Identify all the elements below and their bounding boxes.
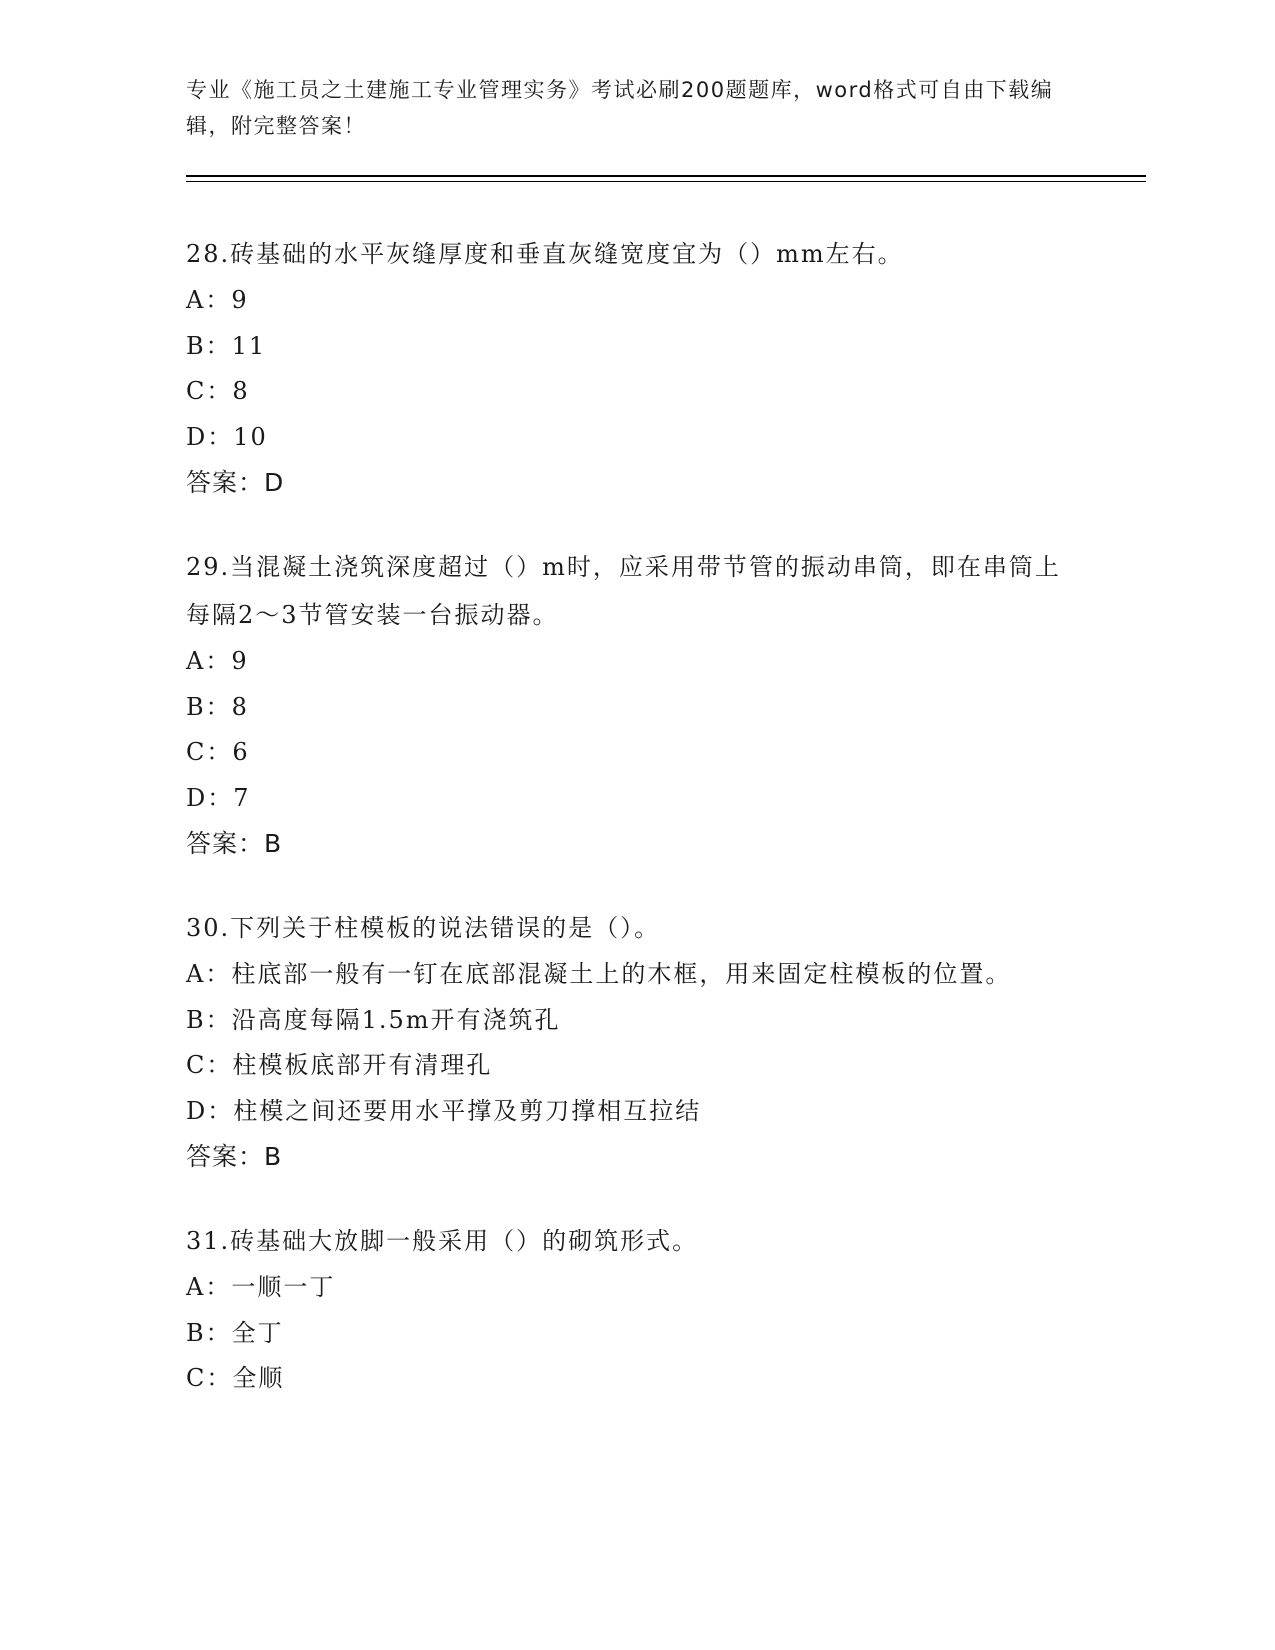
question-29 xyxy=(186,543,1086,866)
option-a: A：9 xyxy=(186,647,249,675)
question-28 xyxy=(186,230,1086,505)
answer-line: 答案：B xyxy=(186,829,283,858)
question-stem: 28.砖基础的水平灰缝厚度和垂直灰缝宽度宜为（）mm左右。 xyxy=(186,240,904,268)
option-b: B：8 xyxy=(186,692,249,721)
option-d: D：柱模之间还要用水平撑及剪刀撑相互拉结 xyxy=(186,1096,702,1125)
answer-line: 答案：D xyxy=(186,468,285,497)
option-c: C：6 xyxy=(186,738,250,766)
option-d: D：7 xyxy=(186,783,251,812)
option-b: B：11 xyxy=(186,331,267,360)
document-title: 专业《施工员之土建施工专业管理实务》考试必刷200题题库，word格式可自由下载编辑，附完整答案！ xyxy=(186,78,1054,138)
option-c: C：全顺 xyxy=(186,1364,285,1392)
question-stem: 29.当混凝土浇筑深度超过（）m时，应采用带节管的振动串筒，即在串筒上每隔2～3节管安装一台振动器。 xyxy=(186,553,1061,629)
header-divider-thin xyxy=(186,181,1146,182)
option-a: A：一顺一丁 xyxy=(186,1273,336,1301)
question-list xyxy=(186,230,1086,1440)
question-30 xyxy=(186,904,1086,1179)
option-b: B：全丁 xyxy=(186,1318,284,1347)
option-d: D：10 xyxy=(186,422,268,451)
option-b: B：沿高度每隔1.5m开有浇筑孔 xyxy=(186,1005,561,1034)
question-stem: 31.砖基础大放脚一般采用（）的砌筑形式。 xyxy=(186,1227,699,1255)
document-header xyxy=(186,72,1066,144)
option-a: A：柱底部一般有一钉在底部混凝土上的木框，用来固定柱模板的位置。 xyxy=(186,960,1012,988)
answer-line: 答案：B xyxy=(186,1142,283,1171)
option-c: C：8 xyxy=(186,377,250,405)
question-stem: 30.下列关于柱模板的说法错误的是（）。 xyxy=(186,914,661,942)
question-31 xyxy=(186,1217,1086,1402)
option-a: A：9 xyxy=(186,286,249,314)
header-divider-thick xyxy=(186,175,1146,177)
option-c: C：柱模板底部开有清理孔 xyxy=(186,1051,493,1079)
